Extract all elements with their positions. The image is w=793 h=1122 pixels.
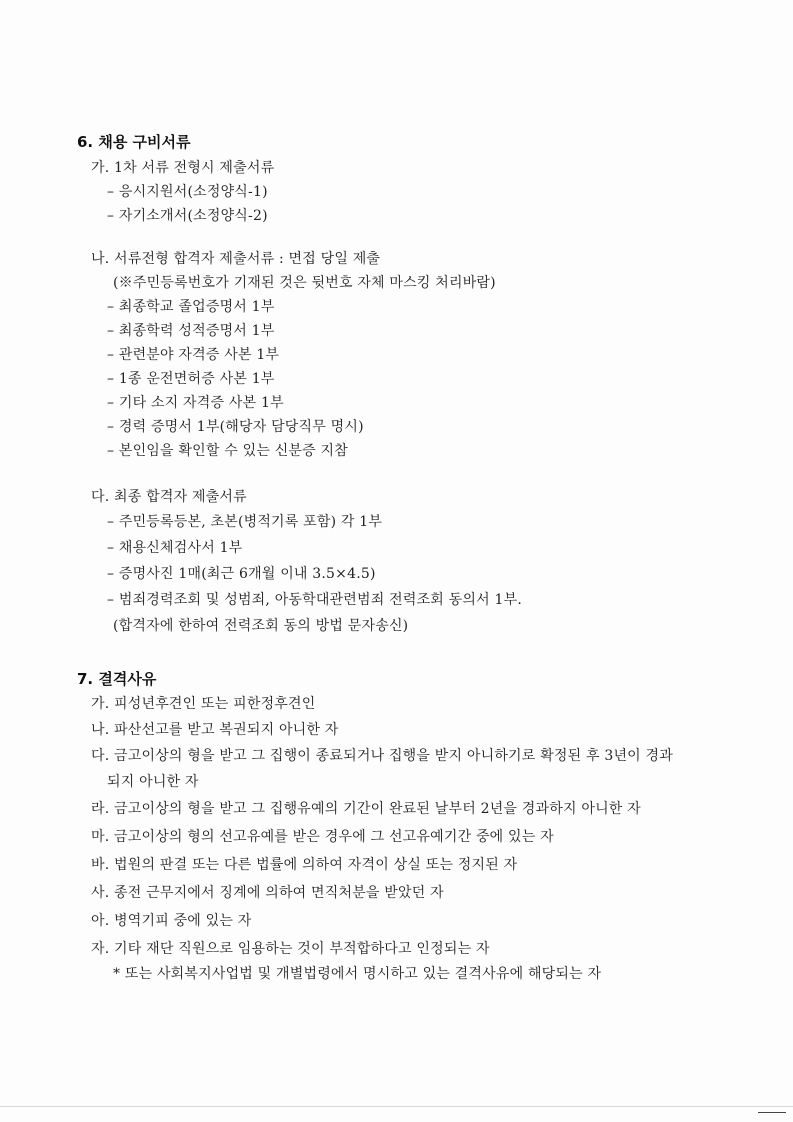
list-item: – 응시지원서(소정양식-1): [107, 184, 268, 200]
list-item: – 자기소개서(소정양식-2): [107, 208, 268, 224]
list-item: – 증명사진 1매(최근 6개월 이내 3.5×4.5): [107, 566, 376, 582]
list-item: 다. 금고이상의 형을 받고 그 집행이 종료되거나 집행을 받지 아니하기로 확정된 후 3년이 경과: [91, 748, 673, 764]
list-item: 가. 피성년후견인 또는 피한정후견인: [91, 696, 316, 712]
list-item: 자. 기타 재단 직원으로 임용하는 것이 부적합하다고 인정되는 자: [91, 941, 490, 957]
list-item: 사. 종전 근무지에서 징계에 의하여 면직처분을 받았던 자: [91, 885, 444, 901]
list-item: – 1종 운전면허증 사본 1부: [107, 371, 275, 387]
list-item: – 경력 증명서 1부(해당자 담당직무 명시): [107, 419, 364, 435]
section-6-c-note: (합격자에 한하여 전력조회 동의 방법 문자송신): [113, 618, 409, 634]
section-6-title: 6. 채용 구비서류: [77, 133, 191, 151]
list-item: 바. 법원의 판결 또는 다른 법률에 의하여 자격이 상실 또는 정지된 자: [91, 857, 518, 873]
list-item: – 관련분야 자격증 사본 1부: [107, 347, 280, 363]
section-6-b-note: (※주민등록번호가 기재된 것은 뒷번호 자체 마스킹 처리바람): [113, 275, 496, 291]
list-item: 아. 병역기피 중에 있는 자: [91, 913, 252, 929]
list-item-continuation: 되지 아니한 자: [107, 774, 199, 790]
list-item: – 본인임을 확인할 수 있는 신분증 지참: [107, 443, 348, 459]
section-6-a-heading: 가. 1차 서류 전형시 제출서류: [91, 160, 275, 176]
list-item: – 최종학력 성적증명서 1부: [107, 323, 275, 339]
section-6-b-heading: 나. 서류전형 합격자 제출서류 : 면접 당일 제출: [91, 251, 381, 267]
section-7-title: 7. 결격사유: [77, 670, 157, 688]
page-bottom-rule: [0, 1106, 793, 1107]
list-item: – 주민등록등본, 초본(병적기록 포함) 각 1부: [107, 514, 383, 530]
list-item: 마. 금고이상의 형의 선고유예를 받은 경우에 그 선고유예기간 중에 있는 자: [91, 829, 554, 845]
list-item: – 범죄경력조회 및 성범죄, 아동학대관련범죄 전력조회 동의서 1부.: [107, 592, 522, 608]
section-6-c-heading: 다. 최종 합격자 제출서류: [91, 489, 247, 505]
list-item: – 기타 소지 자격증 사본 1부: [107, 395, 284, 411]
list-item: 나. 파산선고를 받고 복권되지 아니한 자: [91, 722, 339, 738]
section-7-note: * 또는 사회복지사업법 및 개별법령에서 명시하고 있는 결격사유에 해당되는 자: [113, 966, 602, 982]
list-item: 라. 금고이상의 형을 받고 그 집행유예의 기간이 완료된 날부터 2년을 경과하지 아니한 자: [91, 801, 641, 817]
list-item: – 채용신체검사서 1부: [107, 540, 243, 556]
scan-corner-mark: [758, 1112, 786, 1113]
list-item: – 최종학교 졸업증명서 1부: [107, 299, 275, 315]
